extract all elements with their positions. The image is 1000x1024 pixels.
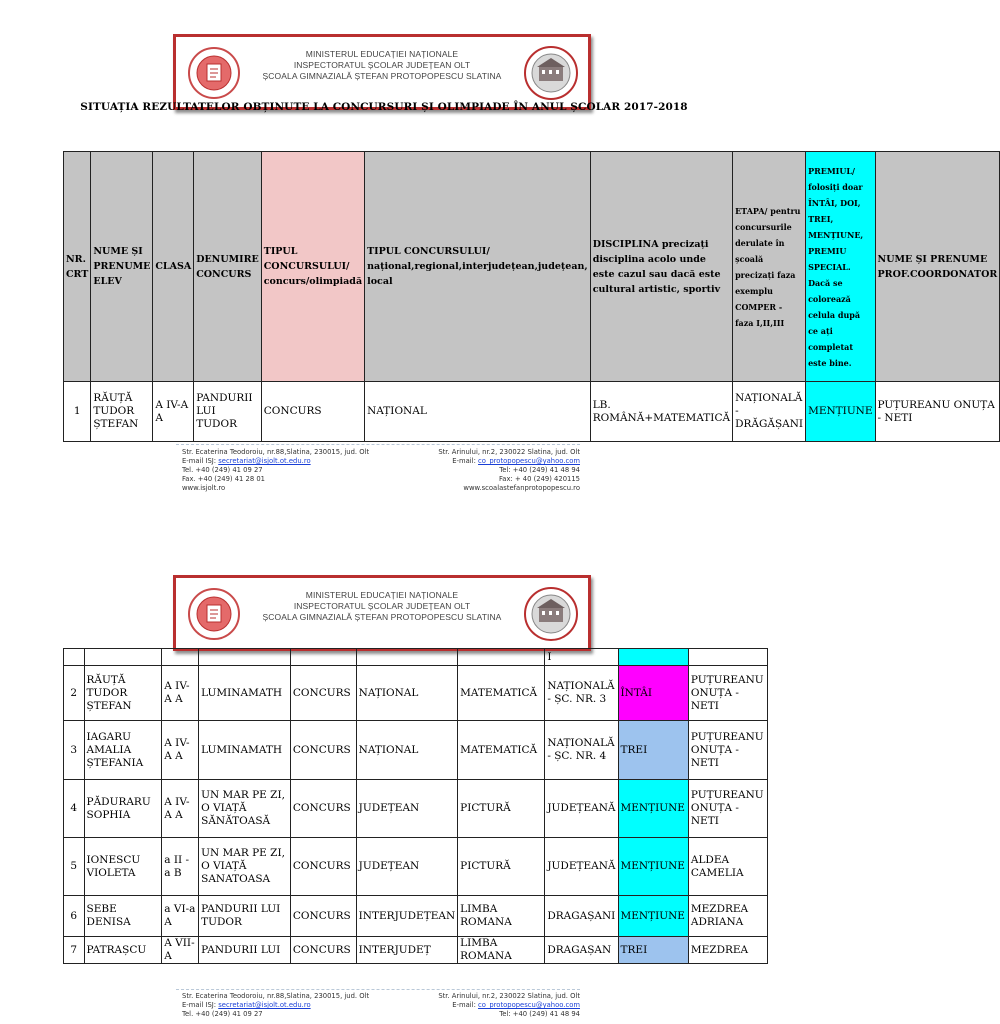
row-clasa: A VII-A bbox=[162, 937, 199, 964]
row-nr: 1 bbox=[64, 382, 91, 442]
table-header-row bbox=[64, 152, 1000, 382]
header-prof: NUME ȘI PRENUME PROF.COORDONATOR bbox=[875, 152, 1000, 382]
row-clasa: A IV-A A bbox=[162, 721, 199, 780]
row-premiu: TREI bbox=[618, 721, 688, 780]
row-etapa: NAȚIONALĂ - ȘC. NR. 3 bbox=[545, 666, 618, 721]
footer-isj-tel: Tel. +40 (249) 41 09 27 bbox=[182, 1010, 263, 1018]
school-seal-icon bbox=[522, 583, 580, 645]
results-table-page2 bbox=[63, 648, 768, 964]
row-prof: MEZDREA bbox=[688, 937, 767, 964]
footer-isj bbox=[182, 992, 369, 1019]
row-disciplina: LB. ROMÂNĂ+MATEMATICĂ bbox=[590, 382, 732, 442]
ministry-seal-icon bbox=[186, 584, 242, 644]
row-clasa: A IV-A A bbox=[153, 382, 194, 442]
row-tip2: NAȚIONAL bbox=[356, 721, 458, 780]
footer-school-tel: Tel: +40 (249) 41 48 94 bbox=[499, 466, 580, 474]
header-clasa: CLASA bbox=[153, 152, 194, 382]
header-tipul-1: TIPUL CONCURSULUI/ concurs/olimpiadă bbox=[261, 152, 364, 382]
row-disciplina: MATEMATICĂ bbox=[458, 721, 545, 780]
letterhead-school: ȘCOALA GIMNAZIALĂ ȘTEFAN PROTOPOPESCU SLATINA bbox=[262, 612, 502, 622]
row-tip2: JUDEȚEAN bbox=[356, 838, 458, 896]
letterhead-text bbox=[236, 590, 528, 623]
row-premiu: MENȚIUNE bbox=[618, 838, 688, 896]
table-row bbox=[64, 937, 768, 964]
footer-isj-address: Str. Ecaterina Teodoroiu, nr.88,Slatina, 230015, jud. Olt bbox=[182, 448, 370, 456]
isj-email-link[interactable]: secretariat@isjolt.ot.edu.ro bbox=[218, 457, 311, 465]
footer-school-fax: Fax: + 40 (249) 420115 bbox=[499, 475, 580, 483]
row-disciplina: PICTURĂ bbox=[458, 780, 545, 838]
row-tip2: INTERJUDEȚ bbox=[356, 937, 458, 964]
letterhead-text bbox=[236, 49, 528, 82]
row-clasa: a II - a B bbox=[162, 838, 199, 896]
header-disciplina: DISCIPLINA precizați disciplina acolo unde este cazul sau dacă este cultural artistic, sportiv bbox=[590, 152, 732, 382]
table-row bbox=[64, 382, 1000, 442]
header-denumire: DENUMIRE CONCURS bbox=[194, 152, 262, 382]
footer-divider bbox=[176, 444, 580, 445]
row-tip1: CONCURS bbox=[290, 666, 356, 721]
row-concurs: UN MAR PE ZI, O VIAȚĂ SANATOASA bbox=[199, 838, 291, 896]
row-nume: PĂDURARU SOPHIA bbox=[84, 780, 162, 838]
table-row bbox=[64, 666, 768, 721]
row-etapa: NAȚIONALĂ - DRĂGĂȘANI bbox=[733, 382, 806, 442]
row-premiu: MENȚIUNE bbox=[806, 382, 875, 442]
footer-isj-email-line: E-mail ISJ: secretariat@isjolt.ot.edu.ro bbox=[182, 457, 311, 465]
header-tipul-2: TIPUL CONCURSULUI/ național,regional,interjudețean,județean, local bbox=[365, 152, 591, 382]
row-prof: MEZDREA ADRIANA bbox=[688, 896, 767, 937]
row-clasa: a VI-a A bbox=[162, 896, 199, 937]
row-etapa: DRAGAȘAN bbox=[545, 937, 618, 964]
school-seal-icon bbox=[522, 42, 580, 104]
letterhead-banner bbox=[173, 575, 591, 651]
row-tip1: CONCURS bbox=[261, 382, 364, 442]
letterhead-ministry: MINISTERUL EDUCAȚIEI NAȚIONALE bbox=[305, 49, 459, 59]
footer-school-address: Str. Arinului, nr.2, 230022 Slatina, jud. Olt bbox=[438, 448, 580, 456]
header-premiul: PREMIUL/ folosiți doar ÎNTÂI, DOI, TREI, MENȚIUNE, PREMIU SPECIAL. Dacă se colorează celula după ce ați completat este bine. bbox=[806, 152, 875, 382]
footer-isj bbox=[182, 448, 369, 493]
row-etapa: JUDEȚEANĂ bbox=[545, 838, 618, 896]
footer-isj-address: Str. Ecaterina Teodoroiu, nr.88,Slatina, 230015, jud. Olt bbox=[182, 992, 370, 1000]
ministry-seal-icon bbox=[186, 43, 242, 103]
row-tip2: NAȚIONAL bbox=[356, 666, 458, 721]
row-etapa: DRAGAȘANI bbox=[545, 896, 618, 937]
letterhead-inspectorate: INSPECTORATUL ȘCOLAR JUDEȚEAN OLT bbox=[293, 60, 471, 70]
document-title: SITUAȚIA REZULTATELOR OBȚINUTE LA CONCURSURI ȘI OLIMPIADE ÎN ANUL ȘCOLAR 2017-2018 bbox=[80, 101, 688, 113]
footer-isj-tel: Tel. +40 (249) 41 09 27 bbox=[182, 466, 263, 474]
footer-isj-fax: Fax. +40 (249) 41 28 01 bbox=[182, 475, 266, 483]
footer-school-email-line: E-mail: co_protopopescu@yahoo.com bbox=[452, 457, 580, 465]
row-prof: PUȚUREANU ONUȚA - NETI bbox=[688, 721, 767, 780]
letterhead-ministry: MINISTERUL EDUCAȚIEI NAȚIONALE bbox=[305, 590, 459, 600]
row-concurs: UN MAR PE ZI, O VIAȚĂ SĂNĂTOASĂ bbox=[199, 780, 291, 838]
row-tip2: JUDEȚEAN bbox=[356, 780, 458, 838]
row-tip2: INTERJUDEȚEAN bbox=[356, 896, 458, 937]
row-concurs: LUMINAMATH bbox=[199, 666, 291, 721]
row-nume: PATRAȘCU bbox=[84, 937, 162, 964]
row-prof: PUȚUREANU ONUȚA - NETI bbox=[875, 382, 1000, 442]
school-email-link[interactable]: co_protopopescu@yahoo.com bbox=[478, 1001, 580, 1009]
row-disciplina: MATEMATICĂ bbox=[458, 666, 545, 721]
row-premiu: MENȚIUNE bbox=[618, 896, 688, 937]
row-nr: 4 bbox=[64, 780, 85, 838]
row-nr: 7 bbox=[64, 937, 85, 964]
results-table-page1 bbox=[63, 151, 1000, 442]
row-nr: 5 bbox=[64, 838, 85, 896]
row-nume: IAGARU AMALIA ȘTEFANIA bbox=[84, 721, 162, 780]
footer-school bbox=[428, 992, 580, 1019]
row-disciplina: LIMBA ROMANA bbox=[458, 937, 545, 964]
row-nr: 3 bbox=[64, 721, 85, 780]
row-nume: RĂUȚĂ TUDOR ȘTEFAN bbox=[84, 666, 162, 721]
row-concurs: PANDURII LUI bbox=[199, 937, 291, 964]
footer-school bbox=[428, 448, 580, 493]
row-tip2: NAȚIONAL bbox=[365, 382, 591, 442]
row-concurs: LUMINAMATH bbox=[199, 721, 291, 780]
row-premiu: MENȚIUNE bbox=[618, 780, 688, 838]
row-prof: PUȚUREANU ONUȚA - NETI bbox=[688, 780, 767, 838]
row-etapa: JUDEȚEANĂ bbox=[545, 780, 618, 838]
school-email-link[interactable]: co_protopopescu@yahoo.com bbox=[478, 457, 580, 465]
table-row bbox=[64, 780, 768, 838]
table-row bbox=[64, 838, 768, 896]
letterhead-school: ȘCOALA GIMNAZIALĂ ȘTEFAN PROTOPOPESCU SLATINA bbox=[262, 71, 502, 81]
row-nume: SEBE DENISA bbox=[84, 896, 162, 937]
row-nr: 2 bbox=[64, 666, 85, 721]
continued-row bbox=[64, 649, 768, 666]
row-disciplina: LIMBA ROMANA bbox=[458, 896, 545, 937]
row-nume: RĂUȚĂ TUDOR ȘTEFAN bbox=[91, 382, 153, 442]
footer-divider bbox=[176, 989, 580, 990]
row-prof: PUȚUREANU ONUȚA - NETI bbox=[688, 666, 767, 721]
row-premiu: TREI bbox=[618, 937, 688, 964]
footer-school-tel: Tel: +40 (249) 41 48 94 bbox=[499, 1010, 580, 1018]
footer-isj-web[interactable]: www.isjolt.ro bbox=[182, 484, 226, 492]
table-row bbox=[64, 896, 768, 937]
footer-school-email-line: E-mail: co_protopopescu@yahoo.com bbox=[452, 1001, 580, 1009]
row-tip1: CONCURS bbox=[290, 937, 356, 964]
row-tip1: CONCURS bbox=[290, 780, 356, 838]
row-tip1: CONCURS bbox=[290, 721, 356, 780]
row-concurs: PANDURII LUI TUDOR bbox=[199, 896, 291, 937]
row-clasa: A IV-A A bbox=[162, 666, 199, 721]
isj-email-link[interactable]: secretariat@isjolt.ot.edu.ro bbox=[218, 1001, 311, 1009]
row-tip1: CONCURS bbox=[290, 896, 356, 937]
letterhead-banner bbox=[173, 34, 591, 110]
row-concurs: PANDURII LUI TUDOR bbox=[194, 382, 262, 442]
row-premiu: ÎNTÂI bbox=[618, 666, 688, 721]
row-clasa: A IV-A A bbox=[162, 780, 199, 838]
footer-school-address: Str. Arinului, nr.2, 230022 Slatina, jud. Olt bbox=[438, 992, 580, 1000]
continued-fragment: I bbox=[545, 649, 618, 666]
header-etapa: ETAPA/ pentru concursurile derulate în școală precizați faza exemplu COMPER - faza I,II,III bbox=[733, 152, 806, 382]
row-prof: ALDEA CAMELIA bbox=[688, 838, 767, 896]
header-nume: NUME ȘI PRENUME ELEV bbox=[91, 152, 153, 382]
row-etapa: NAȚIONALĂ - ȘC. NR. 4 bbox=[545, 721, 618, 780]
footer-school-web[interactable]: www.scoalastefanprotopopescu.ro bbox=[463, 484, 580, 492]
row-disciplina: PICTURĂ bbox=[458, 838, 545, 896]
row-nume: IONESCU VIOLETA bbox=[84, 838, 162, 896]
row-nr: 6 bbox=[64, 896, 85, 937]
letterhead-inspectorate: INSPECTORATUL ȘCOLAR JUDEȚEAN OLT bbox=[293, 601, 471, 611]
row-tip1: CONCURS bbox=[290, 838, 356, 896]
footer-isj-email-line: E-mail ISJ: secretariat@isjolt.ot.edu.ro bbox=[182, 1001, 311, 1009]
header-nr: NR. CRT bbox=[64, 152, 91, 382]
table-row bbox=[64, 721, 768, 780]
